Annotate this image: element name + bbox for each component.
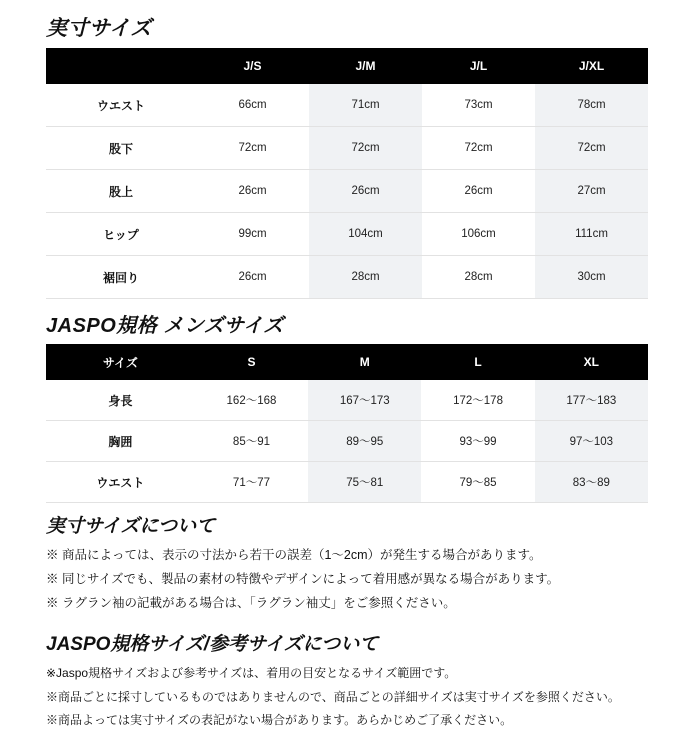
cell: 104cm	[309, 213, 422, 256]
table-row	[46, 380, 648, 421]
cell: 83〜89	[535, 462, 648, 503]
column-header-2: J/M	[309, 48, 422, 84]
jaspo-size-table	[46, 344, 648, 503]
cell: 71cm	[309, 84, 422, 127]
row-label: 裾回り	[46, 256, 196, 299]
about-jaspo-notes	[0, 660, 680, 732]
row-label: ウエスト	[46, 84, 196, 127]
table-row	[46, 127, 648, 170]
cell: 28cm	[309, 256, 422, 299]
column-header-1: S	[195, 344, 308, 380]
jaspo-size-heading: JASPO規格 メンズサイズ	[46, 315, 284, 337]
cell: 93〜99	[421, 421, 534, 462]
table-row	[46, 256, 648, 299]
cell: 89〜95	[308, 421, 421, 462]
cell: 167〜173	[308, 380, 421, 421]
cell: 28cm	[422, 256, 535, 299]
table-row	[46, 170, 648, 213]
cell: 72cm	[309, 127, 422, 170]
row-label: ウエスト	[46, 462, 195, 503]
row-label: 股上	[46, 170, 196, 213]
cell: 73cm	[422, 84, 535, 127]
table-header-row	[46, 48, 648, 84]
cell: 27cm	[535, 170, 648, 213]
column-header-3: L	[421, 344, 534, 380]
table-row	[46, 213, 648, 256]
table-row	[46, 421, 648, 462]
note-line: ※商品ごとに採寸しているものではありませんので、商品ごとの詳細サイズは実寸サイズを参照ください。	[46, 689, 620, 704]
column-header-0	[46, 48, 196, 84]
cell: 30cm	[535, 256, 648, 299]
note-line: ※ ラグラン袖の記載がある場合は、「ラグラン袖丈」をご参照ください。	[46, 595, 456, 610]
cell: 26cm	[196, 256, 309, 299]
cell: 72cm	[196, 127, 309, 170]
cell: 79〜85	[421, 462, 534, 503]
cell: 111cm	[535, 213, 648, 256]
column-header-0: サイズ	[46, 344, 195, 380]
about-actual-size-notes	[0, 542, 680, 615]
column-header-4: J/XL	[535, 48, 648, 84]
column-header-3: J/L	[422, 48, 535, 84]
cell: 177〜183	[535, 380, 648, 421]
cell: 172〜178	[421, 380, 534, 421]
cell: 78cm	[535, 84, 648, 127]
cell: 66cm	[196, 84, 309, 127]
row-label: ヒップ	[46, 213, 196, 256]
table-header-row	[46, 344, 648, 380]
cell: 26cm	[422, 170, 535, 213]
row-label: 身長	[46, 380, 195, 421]
cell: 85〜91	[195, 421, 308, 462]
cell: 75〜81	[308, 462, 421, 503]
note-line: ※Jaspo規格サイズおよび参考サイズは、着用の目安となるサイズ範囲です。	[46, 666, 457, 681]
cell: 72cm	[422, 127, 535, 170]
column-header-2: M	[308, 344, 421, 380]
cell: 106cm	[422, 213, 535, 256]
about-jaspo-heading: JASPO規格サイズ/参考サイズについて	[46, 634, 379, 656]
actual-size-table	[46, 48, 648, 299]
cell: 71〜77	[195, 462, 308, 503]
note-line: ※ 同じサイズでも、製品の素材の特徴やデザインによって着用感が異なる場合があります。	[46, 571, 560, 586]
note-line: ※商品よっては実寸サイズの表記がない場合があります。あらかじめご了承ください。	[46, 713, 513, 728]
note-line: ※ 商品によっては、表示の寸法から若干の誤差（1〜2cm）が発生する場合があります。	[46, 548, 542, 562]
cell: 26cm	[309, 170, 422, 213]
column-header-1: J/S	[196, 48, 309, 84]
cell: 97〜103	[535, 421, 648, 462]
cell: 99cm	[196, 213, 309, 256]
row-label: 股下	[46, 127, 196, 170]
table-row	[46, 84, 648, 127]
actual-size-heading: 実寸サイズ	[46, 17, 152, 40]
row-label: 胸囲	[46, 421, 195, 462]
cell: 26cm	[196, 170, 309, 213]
about-actual-size-heading: 実寸サイズについて	[46, 516, 216, 537]
table-row	[46, 462, 648, 503]
column-header-4: XL	[535, 344, 648, 380]
cell: 162〜168	[195, 380, 308, 421]
cell: 72cm	[535, 127, 648, 170]
